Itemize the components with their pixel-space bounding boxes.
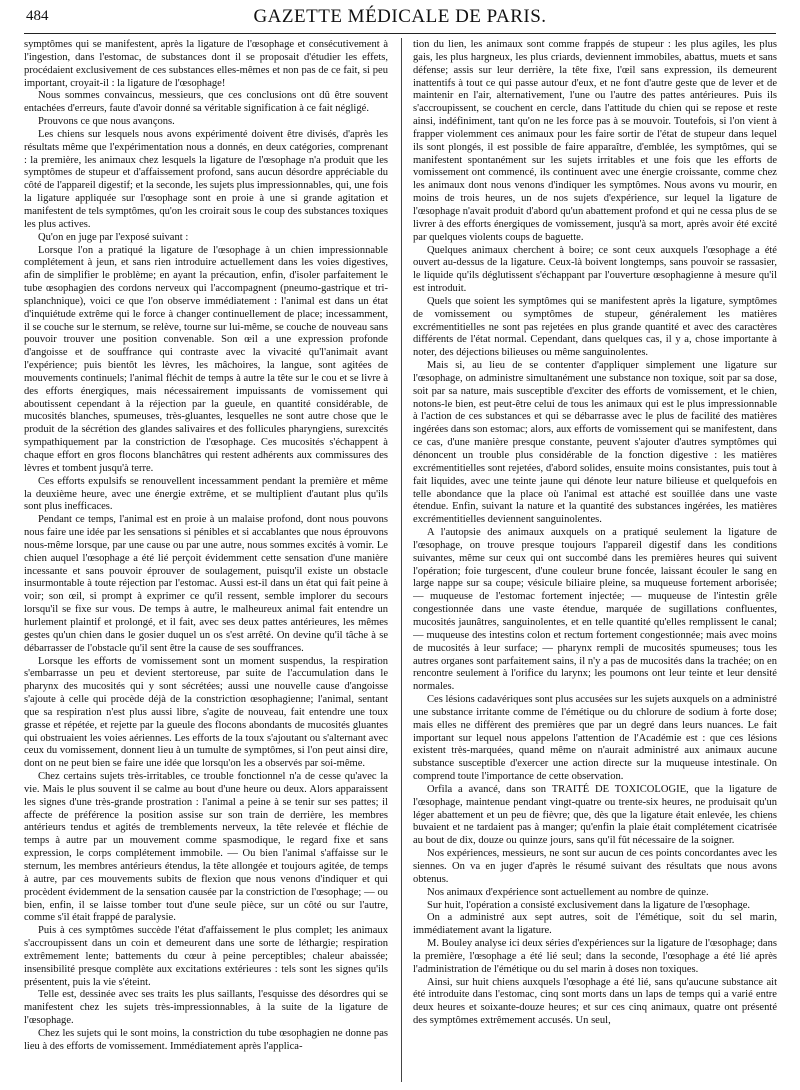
paragraph: tion du lien, les animaux sont comme frappés de stupeur : les plus agiles, les plus gais, les plus hargneux, les plus criards, deviennent immobiles, abattus, muets et sans défense; assis sur leur derrière, la tête fixe, l'œil sans expression, ils demeurent inattentifs à tout ce qui passe autour d'eux, et ne font d'autre geste que de lever et de maintenir en l'air, alternativement, l'une ou l'autre des pattes antérieures. Puis ils s'accroupissent, se couchent en cercle, dans l'attitude du chien qui se repose et reste ainsi, indéfiniment, tant qu'on ne les force pas à se mouvoir. Toutefois, si l'on vient à frapper violemment ces animaux pour les faire sortir de l'état de stupeur dans lequel ils sont plongés, il est possible de faire apparaître, d'emblée, les symptômes, qui se manifestent spontanément sur les sujets irritables et une fois que les efforts de vomissement ont commencé, ils continuent avec une énergie croissante, comme chez les animaux dont nous venons d'indiquer les symptômes. Nous avons vu mourir, en moins de trois heures, un de nos sujets d'expérience, sur lequel la ligature de l'œsophage n'avait produit d'abord qu'un abattement profond et qui ne cessa plus de se livrer à des efforts énergiques de vomissement, jusqu'à sa mort, après avoir été excité par quelques violents coups de baguette. — [413, 39, 777, 243]
paragraph: Sur huit, l'opération a consisté exclusivement dans la ligature de l'œsophage. — [427, 899, 751, 911]
paragraph: Qu'on en juge par l'exposé suivant : — [38, 231, 189, 243]
paragraph: A l'autopsie des animaux auxquels on a pratiqué seulement la ligature de l'œsophage, on trouve presque toujours l'appareil digestif dans les conditions suivantes, même sur ceux qui ont succombé dans les premières heures qui suivent l'opération; foie turgescent, d'une couleur brune foncée, laissant écouler le sang en large nappe sur sa coupe; vésicule biliaire pleine, sa muqueuse fortement arborisée; — muqueuse de l'estomac fortement injectée; — muqueuse de l'intestin grêle congestionnée dans une vaste étendue, marquée de sugillations confluentes, mucosités jaunâtres, sanguinolentes, et en telle quantité qu'elles remplissent le canal; — muqueuse des intestins colon et rectum fortement congestionnée; mais avec moins de mucosités à leur surface; — pharynx rempli de mucosités spumeuses; tous les autres organes sont parfaitement sains, il n'y a pas de mucosités dans la trachée; on en rencontre seulement à l'orifice du larynx; les poumons ont leur teinte et leur densité normales. — [413, 527, 777, 693]
paragraph: Puis à ces symptômes succède l'état d'affaissement le plus complet; les animaux s'accroupissent dans un coin et demeurent dans une sorte de léthargie; respiration extrêmement lente; battements du cœur à peine perceptibles; chaleur abaissée; insensibilité presque complète aux excitations extérieures : tels sont les signes qu'ils présentent, puis la vie s'éteint. — [24, 925, 388, 988]
paragraph: Lorsque l'on a pratiqué la ligature de l'œsophage à un chien impressionnable complétement à jeun, et sans rien introduire actuellement dans les voies digestives, afin de simplifier le problème; en ayant la précaution, enfin, d'isoler parfaitement le tube œsophagien des cordons nerveux qui l'accompagnent (pneumo-gastrique et tri-splanchnique), voici ce que l'on observe immédiatement : l'animal est dans un état d'inquiétude extrême qui le force à changer continuellement de place; incessamment, il se couche sur le sternum, se relève, tourne sur lui-même, se couche de nouveau sans pouvoir trouver une position convenable. Son œil a une expression profonde d'angoisse et de souffrance qui contraste avec la vivacité qu'l'animait avant l'expérience; puis bientôt les lèvres, les mâchoires, la langue, sont agitées de mouvements continuels; l'animal fléchit de temps à autre la tête sur le cou et se livre à des efforts énergiques, mais nécessairement impuissants de vomissement qui aboutissent cependant à la réjection par la gueule, en quantité considérable, de mucosités blanches, spumeuses, très-gluantes, lesquelles ne sont autre chose que le produit de la sécrétion des glandes salivaires et des follicules pharyngiens, surexcités sympathiquement par la constriction de l'œsophage. Ces mucosités s'échappent à chaque effort en gros flocons blanchâtres qui restent adhérents aux commissures des lèvres et tombent jusqu'à terre. — [24, 244, 388, 474]
paragraph: M. Bouley analyse ici deux séries d'expériences sur la ligature de l'œsophage; dans la première, l'œsophage a été lié seul; dans la seconde, l'œsophage a été lié après l'administration de l'émétique ou du sel marin à doses non toxiques. — [413, 938, 777, 975]
page-number: 484 — [26, 8, 49, 24]
paragraph: On a administré aux sept autres, soit de l'émétique, soit du sel marin, immédiatement avant la ligature. — [413, 912, 777, 937]
paragraph: Mais si, au lieu de se contenter d'appliquer simplement une ligature sur l'œsophage, on administre simultanément une substance non toxique, soit par sa dose, soit par sa nature, mais susceptible d'exciter des efforts de vomissement, et le chien, notons-le bien, est peut-être celui de tous les animaux qui est le plus impressionnable à l'action de ces substances et qui se débarrasse avec le plus de facilité des matières ingérées dans son estomac; alors, aux efforts de vomissement qui se manifestent, dans ce cas, d'une manière presque constante, peuvent s'ajouter d'autres symptômes qui dénoncent un trouble plus considérable de la fonction digestive : les matières excrémentitielles sont rejetées, d'abord solides, ensuite moins consistantes, puis tout à fait liquides, avec une teinte jaune qui dénote leur nature bilieuse et quelquefois en telle abondance que la place où l'animal est attaché est souillée dans une vaste étendue. Enfin, suivant la nature et la quantité des substances ingérées, les matières excrémentitielles deviennent sanguinolentes. — [413, 360, 777, 526]
paragraph: Ces efforts expulsifs se renouvellent incessamment pendant la première et même la deuxième heure, avec une énergie extrême, et se multiplient d'autant plus qu'ils sont plus inefficaces. — [24, 475, 388, 513]
paragraph: Quels que soient les symptômes qui se manifestent après la ligature, symptômes de vomissement ou symptômes de stupeur, généralement les matières excrémentitielles ne sont pas rejetées en plus grande quantité et avec des caractères différents de l'état normal. Cependant, dans quelques cas, il y a, chose importante à noter, des déjections bilieuses ou même sanguinolentes. — [413, 295, 777, 359]
paragraph: Pendant ce temps, l'animal est en proie à un malaise profond, dont nous pouvons nous faire une idée par les sensations si pénibles et si accablantes que nous éprouvons nous-même lorsque, par une cause ou par une autre, nous sommes excités à vomir. Le chien auquel l'œsophage a été lié perçoit évidemment cette sensation d'une manière incessante et sans pouvoir éprouver de soulagement, puisqu'il existe un obstacle insurmontable à toute réjection par l'estomac. Aussi est-il dans un état qui fait peine à voir; son œil, si prompt à exprimer ce qu'il ressent, semble implorer du secours lorsqu'il se fixe sur vous. De temps à autre, le malheureux animal fait entendre un hurlement plaintif et prolongé, et il fait, avec ses deux pattes antérieures, les mêmes gestes qu'un chien dans le gosier duquel un os s'est arrêté. On devine qu'il tâche à se débarrasser de l'obstacle qu'il sent être la cause de ses souffrances. — [24, 514, 388, 654]
column-divider — [401, 38, 402, 1082]
paragraph: Lorsque les efforts de vomissement sont un moment suspendus, la respiration s'embarrasse un peu et devient stertoreuse, par suite de l'accumulation dans le pharynx des mucosités qui y sont sécrétées; aussi une nouvelle cause d'angoisse s'ajoute à celle qui procède déjà de la constriction œsophagienne; l'animal, sentant que sa respiration n'est plus aussi libre, s'agite de nouveau, fait entendre une toux grasse et répétée, et rejette par la gueule des flocons abondants de mucosités gluantes qui obstruaient les voies aériennes. Les efforts de la toux s'ajoutant ou s'alternant avec ceux du vomissement, donnent lieu à un tumulte de symptômes, si l'on peut ainsi dire, dont on ne peut bien se faire une idée que lorsqu'on les a observés par soi-même. — [24, 655, 388, 770]
header-rule — [24, 33, 776, 34]
paragraph: Telle est, dessinée avec ses traits les plus saillants, l'esquisse des désordres qui se manifestent chez les sujets très-impressionnables, à la suite de la ligature de l'œsophage. — [24, 989, 388, 1027]
paragraph: Les chiens sur lesquels nous avons expérimenté doivent être divisés, d'après les résultats même que l'expérimentation nous a donnés, en deux catégories, comprenant : la première, les animaux chez lesquels la ligature de l'œsophage n'a produit que les symptômes de stupeur et d'affaissement profond, sans aucun désordre appréciable du côté de l'appareil digestif; et la seconde, les sujets plus impressionnables, qui, une fois la ligature appliquée sur l'œsophage sont en proie à une si grande agitation et manifestent de tels symptômes, qu'on les croirait sous le coup des substances toxiques les plus actives. — [24, 128, 388, 230]
paragraph: Ces lésions cadavériques sont plus accusées sur les sujets auxquels on a administré une substance irritante comme de l'émétique ou du chlorure de sodium à forte dose; mais elles ne diffèrent des premières que par un degré dans leurs nuances. Le fait important sur lequel nous appelons l'attention de l'Académie est : que ces lésions existent très-marquées, quand même on n'aurait administré aux animaux aucune substance susceptible d'exercer une action directe sur la muqueuse intestinale. On comprend toute l'importance de cette observation. — [413, 694, 777, 783]
paragraph: Nous sommes convaincus, messieurs, que ces conclusions ont dû être souvent entachées d'erreurs, faute d'avoir donné sa véritable signification à ce fait négligé. — [24, 90, 388, 115]
left-column — [24, 39, 388, 1082]
paragraph: Ainsi, sur huit chiens auxquels l'œsophage a été lié, sans qu'aucune substance ait été introduite dans l'estomac, cinq sont morts dans un laps de temps qui a varié entre deux heures et soixante-douze heures; et sur ces cinq animaux, quatre ont présenté des symptômes extrêmement accusés. Un seul, — [413, 976, 777, 1027]
paragraph: symptômes qui se manifestent, après la ligature de l'œsophage et consécutivement à l'ingestion, dans l'estomac, de substances dont il se proposait d'étudier les effets, procédaient exclusivement de ces substances elles-mêmes et non pas de ce fait, si peu important, croyait-il : la ligature de l'œsophage! — [24, 39, 388, 89]
journal-title: GAZETTE MÉDICALE DE PARIS. — [253, 6, 547, 27]
right-column — [413, 39, 777, 1082]
paragraph: Chez certains sujets très-irritables, ce trouble fonctionnel n'a de cesse qu'avec la vie. Mais le plus souvent il se calme au bout d'une heure ou deux. Alors apparaissent les signes d'une très-grande prostration : l'animal a peine à se tenir sur ses pattes; il affecte de préférence la position assise sur son train de derrière, les membres antérieurs tendus et agités de tremblements nerveux, la tête relevée et fléchie de temps à autre par un mouvement comme spasmodique, le regard fixe et sans expression, le corps complétement immobile. — Ou bien l'animal s'affaisse sur le sternum, les membres antérieurs étendus, la tête allongée et toujours agitée, de temps à autre, par ces mouvements subits de flexion que nous venons d'indiquer et qui procèdent évidemment de la sensation causée par la constriction de l'œsophage; — ou bien, enfin, il se laisse tomber tout d'une seule pièce, sur un côté ou sur l'autre, comme s'il était frappé de paralysie. — [24, 771, 388, 924]
paragraph: Orfila a avancé, dans son TRAITÉ DE TOXICOLOGIE, que la ligature de l'œsophage, maintenue pendant vingt-quatre ou trente-six heures, ne produisait qu'un léger abattement et un peu de fièvre; que, dès que la ligature était enlevée, les chiens buvaient et ne tardaient pas à manger; qu'enfin la plaie était complétement cicatrisée au bout de dix, douze ou quinze jours, sans qu'il fût nécessaire de la soigner. — [413, 783, 777, 847]
paragraph: Nos expériences, messieurs, ne sont sur aucun de ces points concordantes avec les siennes. On va en juger d'après le résumé suivant des résultats que nous avons obtenus. — [413, 848, 777, 885]
paragraph: Quelques animaux cherchent à boire; ce sont ceux auxquels l'œsophage a été ouvert au-dessus de la ligature. Ceux-là boivent longtemps, sans pouvoir se rassasier, le liquide qu'ils déglutissent s'échappant par l'ouverture œsophagienne à mesure qu'il est introduit. — [413, 244, 777, 295]
paragraph: Chez les sujets qui le sont moins, la constriction du tube œsophagien ne donne pas lieu à des efforts de vomissement. Immédiatement après l'applica- — [24, 1027, 388, 1052]
page-header — [24, 6, 776, 32]
paragraph: Nos animaux d'expérience sont actuellement au nombre de quinze. — [427, 886, 709, 898]
paragraph: Prouvons ce que nous avançons. — [38, 116, 175, 128]
